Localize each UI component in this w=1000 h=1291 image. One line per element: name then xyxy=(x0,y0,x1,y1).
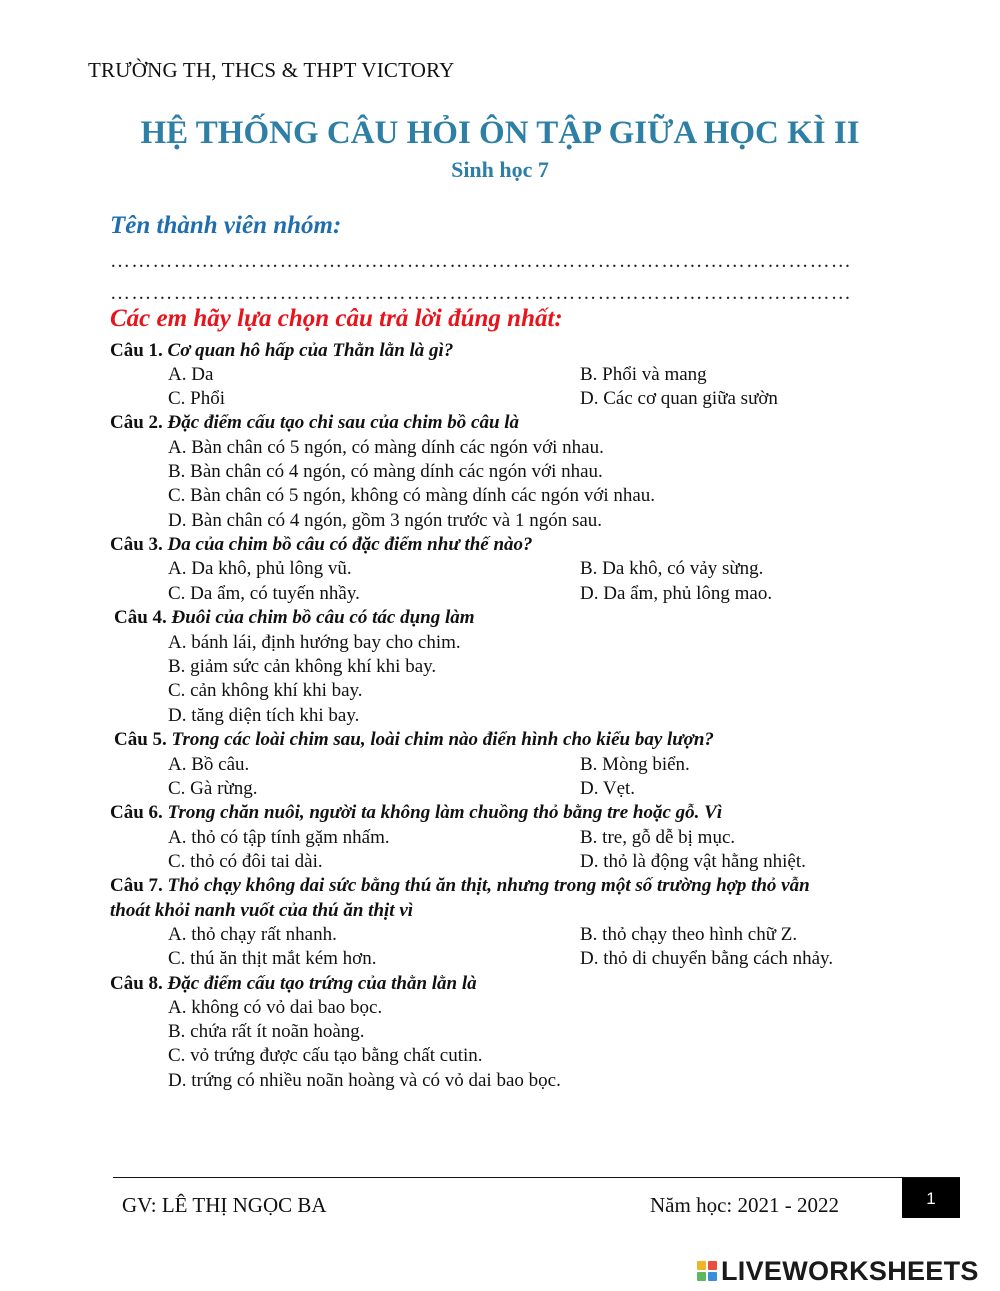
question-text: Trong các loài chim sau, loài chim nào điển hình cho kiểu bay lượn? xyxy=(171,729,714,750)
question-7-continued xyxy=(110,900,413,922)
question-text: Đặc điểm cấu tạo chi sau của chim bồ câu là xyxy=(167,412,520,433)
logo-square-icon xyxy=(708,1261,717,1270)
question-text-line-2: thoát khỏi nanh vuốt của thú ăn thịt vì xyxy=(110,900,414,921)
instruction-heading: Các em hãy lựa chọn câu trả lời đúng nhất: xyxy=(110,305,563,332)
members-dotted-line-2[interactable]: …………………………………………………………………………………………… xyxy=(110,282,852,304)
q8-option-b[interactable]: B. chứa rất ít noãn hoàng. xyxy=(168,1021,365,1042)
question-1 xyxy=(110,340,453,362)
logo-square-icon xyxy=(708,1272,717,1281)
logo-square-icon xyxy=(697,1272,706,1281)
question-6 xyxy=(110,802,722,824)
question-number: Câu 1. xyxy=(110,340,163,361)
teacher-name: GV: LÊ THỊ NGỌC BA xyxy=(122,1193,327,1217)
question-4 xyxy=(114,607,475,629)
q4-option-b[interactable]: B. giảm sức cản không khí khi bay. xyxy=(168,656,437,677)
q7-option-a[interactable]: A. thỏ chạy rất nhanh. xyxy=(168,924,337,945)
question-number: Câu 5. xyxy=(114,729,167,750)
page-subtitle: Sinh học 7 xyxy=(451,157,549,182)
question-text: Trong chăn nuôi, người ta không làm chuồng thỏ bằng tre hoặc gỗ. Vì xyxy=(167,802,723,823)
school-name: TRƯỜNG TH, THCS & THPT VICTORY xyxy=(88,58,455,82)
question-number: Câu 3. xyxy=(110,534,163,555)
q6-option-b[interactable]: B. tre, gỗ dễ bị mục. xyxy=(580,827,736,848)
question-text: Đuôi của chim bồ câu có tác dụng làm xyxy=(171,607,475,628)
page-title: HỆ THỐNG CÂU HỎI ÔN TẬP GIỮA HỌC KÌ II xyxy=(140,115,860,151)
q1-option-a[interactable]: A. Da xyxy=(168,364,214,385)
q4-option-c[interactable]: C. cản không khí khi bay. xyxy=(168,680,363,701)
q5-option-b[interactable]: B. Mòng biển. xyxy=(580,754,690,775)
question-2 xyxy=(110,412,519,434)
q1-option-b[interactable]: B. Phổi và mang xyxy=(580,364,707,385)
logo-square-icon xyxy=(697,1261,706,1270)
question-5 xyxy=(114,729,714,751)
q3-option-c[interactable]: C. Da ẩm, có tuyến nhầy. xyxy=(168,583,360,604)
q1-option-c[interactable]: C. Phổi xyxy=(168,388,226,409)
q6-option-c[interactable]: C. thỏ có đôi tai dài. xyxy=(168,851,323,872)
q7-option-b[interactable]: B. thỏ chạy theo hình chữ Z. xyxy=(580,924,798,945)
q6-option-a[interactable]: A. thỏ có tập tính gặm nhấm. xyxy=(168,827,390,848)
question-7 xyxy=(110,875,810,897)
question-number: Câu 7. xyxy=(110,875,163,896)
school-year: Năm học: 2021 - 2022 xyxy=(650,1193,839,1217)
question-number: Câu 6. xyxy=(110,802,163,823)
question-number: Câu 8. xyxy=(110,973,163,994)
q4-option-d[interactable]: D. tăng diện tích khi bay. xyxy=(168,705,360,726)
q1-option-d[interactable]: D. Các cơ quan giữa sườn xyxy=(580,388,778,409)
liveworksheets-brand: LIVEWORKSHEETS xyxy=(721,1255,979,1286)
question-text: Thỏ chạy không dai sức bằng thú ăn thịt, nhưng trong một số trường hợp thỏ vẫn xyxy=(167,875,810,896)
liveworksheets-watermark[interactable] xyxy=(697,1256,979,1286)
q3-option-a[interactable]: A. Da khô, phủ lông vũ. xyxy=(168,558,352,579)
q8-option-d[interactable]: D. trứng có nhiều noãn hoàng và có vỏ dai bao bọc. xyxy=(168,1070,561,1091)
q3-option-b[interactable]: B. Da khô, có vảy sừng. xyxy=(580,558,764,579)
members-label: Tên thành viên nhóm: xyxy=(110,212,342,239)
q4-option-a[interactable]: A. bánh lái, định hướng bay cho chim. xyxy=(168,632,461,653)
q2-option-b[interactable]: B. Bàn chân có 4 ngón, có màng dính các ngón với nhau. xyxy=(168,461,603,482)
question-text: Da của chim bồ câu có đặc điểm như thế nào? xyxy=(167,534,533,555)
q6-option-d[interactable]: D. thỏ là động vật hằng nhiệt. xyxy=(580,851,806,872)
q2-option-a[interactable]: A. Bàn chân có 5 ngón, có màng dính các ngón với nhau. xyxy=(168,437,604,458)
question-8 xyxy=(110,973,477,995)
members-dotted-line-1[interactable]: …………………………………………………………………………………………… xyxy=(110,250,852,272)
question-3 xyxy=(110,534,533,556)
footer-divider xyxy=(113,1177,960,1178)
q8-option-a[interactable]: A. không có vỏ dai bao bọc. xyxy=(168,997,383,1018)
q7-option-c[interactable]: C. thú ăn thịt mắt kém hơn. xyxy=(168,948,377,969)
q2-option-c[interactable]: C. Bàn chân có 5 ngón, không có màng dính các ngón với nhau. xyxy=(168,485,656,506)
q3-option-d[interactable]: D. Da ẩm, phủ lông mao. xyxy=(580,583,773,604)
question-number: Câu 4. xyxy=(114,607,167,628)
page-number: 1 xyxy=(902,1178,960,1218)
q5-option-c[interactable]: C. Gà rừng. xyxy=(168,778,258,799)
q8-option-c[interactable]: C. vỏ trứng được cấu tạo bằng chất cutin. xyxy=(168,1045,483,1066)
q2-option-d[interactable]: D. Bàn chân có 4 ngón, gồm 3 ngón trước và 1 ngón sau. xyxy=(168,510,603,531)
question-text: Đặc điểm cấu tạo trứng của thằn lằn là xyxy=(167,973,477,994)
question-number: Câu 2. xyxy=(110,412,163,433)
q5-option-d[interactable]: D. Vẹt. xyxy=(580,778,636,799)
question-text: Cơ quan hô hấp của Thằn lằn là gì? xyxy=(167,340,454,361)
q5-option-a[interactable]: A. Bồ câu. xyxy=(168,754,250,775)
q7-option-d[interactable]: D. thỏ di chuyển bằng cách nhảy. xyxy=(580,948,834,969)
liveworksheets-logo-icon xyxy=(697,1261,717,1281)
